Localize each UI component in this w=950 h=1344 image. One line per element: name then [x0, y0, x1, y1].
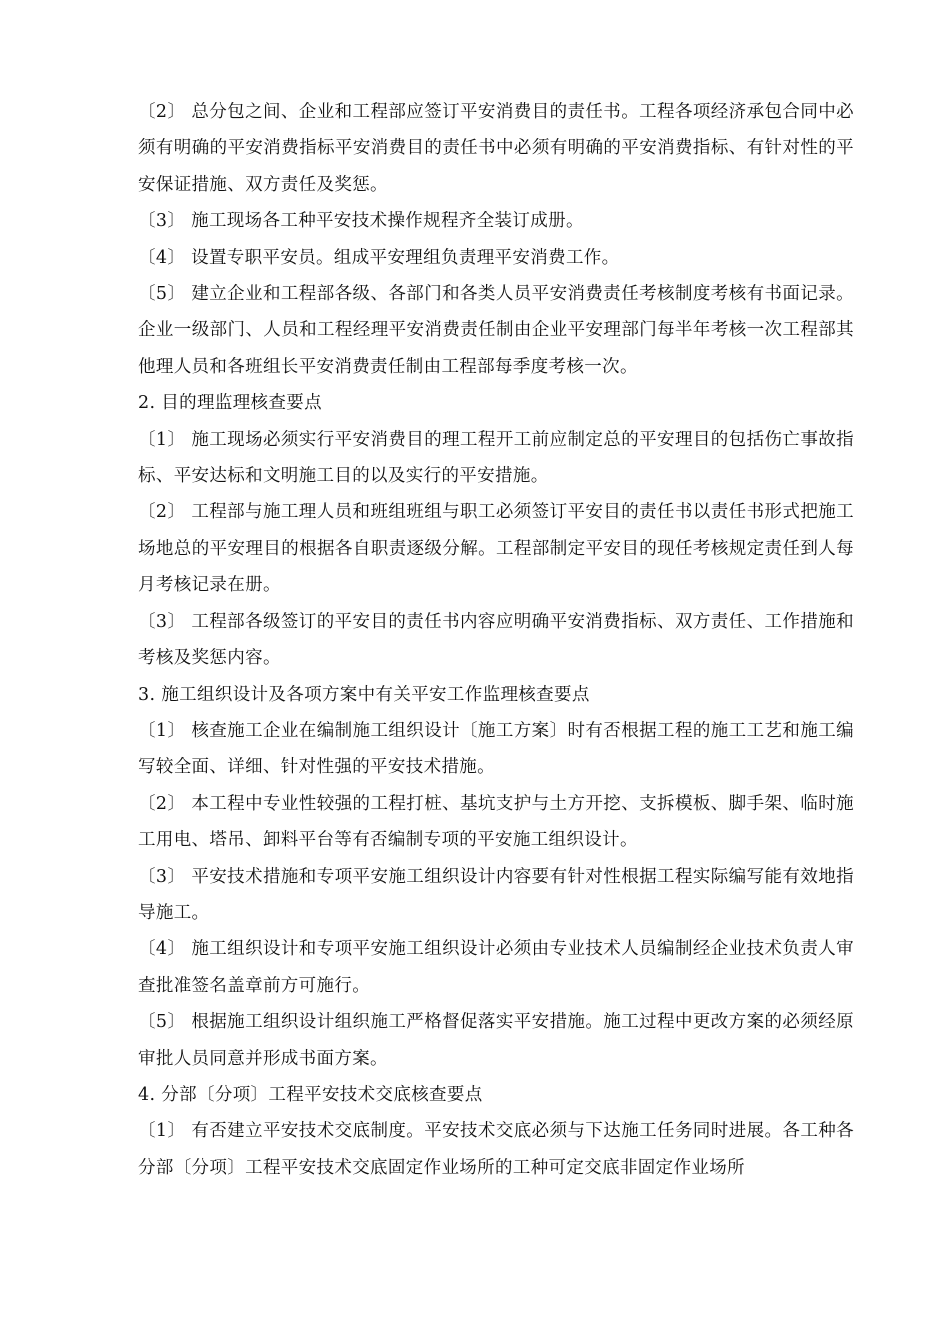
paragraph-item-5: 〔5〕 建立企业和工程部各级、各部门和各类人员平安消费责任考核制度考核有书面记录。企业一级部门、人员和工程经理平安消费责任制由企业平安理部门每半年考核一次工程部其他理人员和各班组长平安消费责任制由工程部每季度考核一次。: [138, 284, 854, 377]
document-body: [138, 94, 854, 1186]
paragraph-item-4: 〔4〕 施工组织设计和专项平安施工组织设计必须由专业技术人员编制经企业技术负责人审查批准签名盖章前方可施行。: [138, 939, 854, 996]
paragraph-item-3: 〔3〕 施工现场各工种平安技术操作规程齐全装订成册。: [138, 211, 584, 232]
paragraph-item-1: 〔1〕 施工现场必须实行平安消费目的理工程开工前应制定总的平安理目的包括伤亡事故指标、平安达标和文明施工目的以及实行的平安措施。: [138, 429, 854, 487]
paragraph-item-2: 〔2〕 本工程中专业性较强的工程打桩、基坑支护与土方开挖、支拆模板、脚手架、临时施工用电、塔吊、卸料平台等有否编制专项的平安施工组织设计。: [138, 793, 854, 851]
paragraph-item-3: 〔3〕 平安技术措施和专项平安施工组织设计内容要有针对性根据工程实际编写能有效地指导施工。: [138, 866, 854, 923]
paragraph-item-2: 〔2〕 总分包之间、企业和工程部应签订平安消费目的责任书。工程各项经济承包合同中必须有明确的平安消费指标平安消费目的责任书中必须有明确的平安消费指标、有针对性的平安保证措施、双方责任及奖惩。: [138, 102, 854, 195]
paragraph-item-1: 〔1〕 核查施工企业在编制施工组织设计〔施工方案〕时有否根据工程的施工工艺和施工编写较全面、详细、针对性强的平安技术措施。: [138, 720, 854, 778]
paragraph-item-5: 〔5〕 根据施工组织设计组织施工严格督促落实平安措施。施工过程中更改方案的必须经原审批人员同意并形成书面方案。: [138, 1012, 854, 1069]
section-heading-4: 4. 分部〔分项〕工程平安技术交底核查要点: [138, 1084, 483, 1105]
paragraph-item-3: 〔3〕 工程部各级签订的平安目的责任书内容应明确平安消费指标、双方责任、工作措施和考核及奖惩内容。: [138, 611, 854, 669]
paragraph-item-4: 〔4〕 设置专职平安员。组成平安理组负责理平安消费工作。: [138, 247, 620, 268]
paragraph-item-2: 〔2〕 工程部与施工理人员和班组班组与职工必须签订平安目的责任书以责任书形式把施工场地总的平安理目的根据各自职责逐级分解。工程部制定平安目的现任考核规定责任到人每月考核记录在册。: [138, 502, 854, 596]
section-heading-3: 3. 施工组织设计及各项方案中有关平安工作监理核查要点: [138, 684, 590, 705]
section-heading-2: 2. 目的理监理核查要点: [138, 393, 322, 414]
paragraph-item-1: 〔1〕 有否建立平安技术交底制度。平安技术交底必须与下达施工任务同时进展。各工种各分部〔分项〕工程平安技术交底固定作业场所的工种可定交底非固定作业场所: [138, 1121, 854, 1178]
